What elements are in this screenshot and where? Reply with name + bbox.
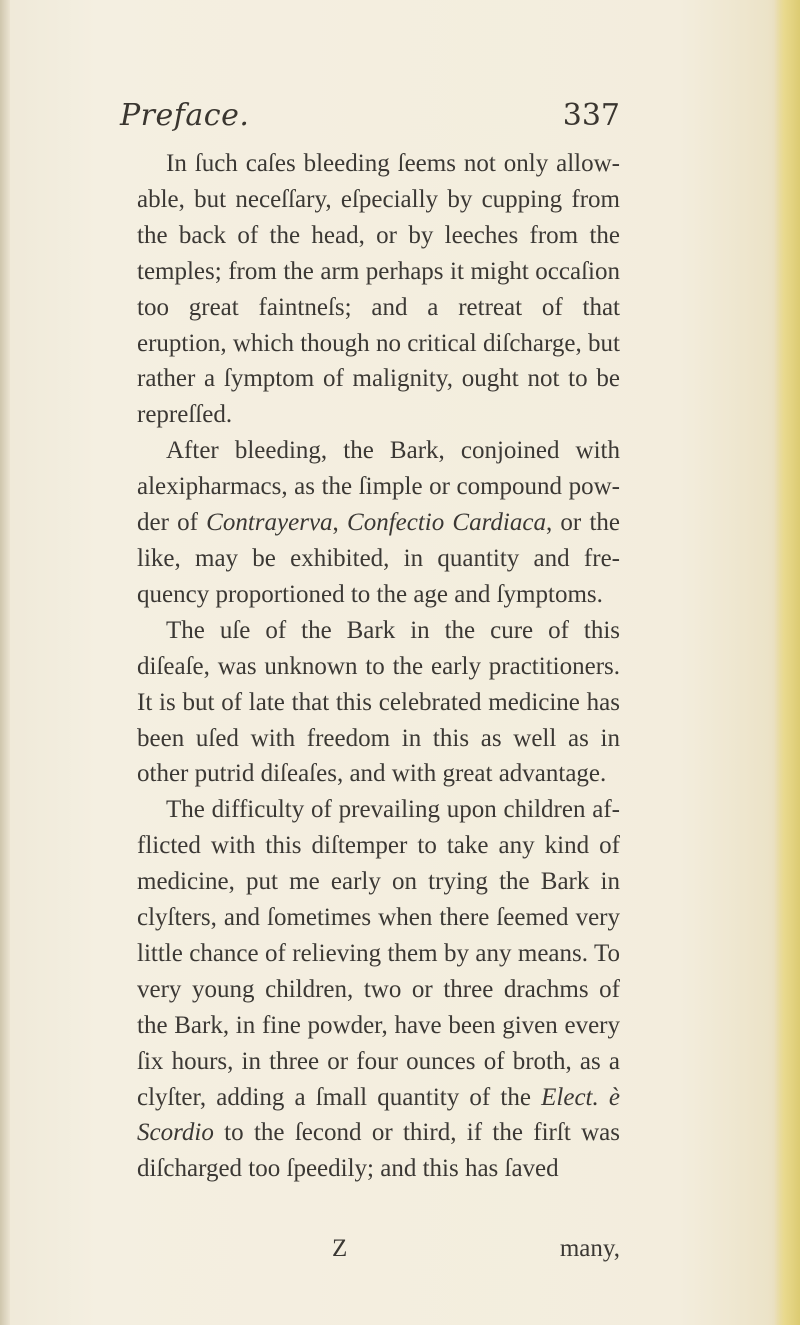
text-run: The difficulty of prevailing upon children afflicted with this diſtemper to take any kind of medicine, put me early on trying the Bark in clyſters, and ſometimes when there ſeemed very little chance of relieving them by any means. To very young children, two or three drachms of the Bark, in fine powder, have been given every ſix hours, in three or four ounces of broth, as a clyſter, adding a ſmall quantity of the (137, 796, 620, 1111)
italic-term: Confectio Cardiaca (347, 509, 546, 537)
page-gutter-shadow (0, 0, 10, 1325)
text-run: , (332, 509, 348, 537)
page-number: 337 (562, 98, 620, 133)
paragraph (137, 146, 620, 433)
body-text (137, 146, 620, 1187)
text-run: , or the like, may be exhibited, in quantity and frequency proportioned to the age and ſymptoms. (137, 509, 620, 608)
page-header (120, 98, 620, 146)
page-footer (137, 1235, 620, 1271)
running-head: Preface. (120, 98, 250, 133)
paragraph (137, 792, 620, 1187)
text-run: The uſe of the Bark in the cure of this diſeaſe, was unknown to the early practitioners. It is but of late that this celebrated medicine has been uſed with freedom in this as well as in other putrid diſeaſes, and with great advantage. (137, 616, 620, 788)
catchword: many, (559, 1235, 620, 1262)
signature-mark: Z (332, 1235, 348, 1262)
text-run: In ſuch caſes bleeding ſeems not only allowable, but neceſſary, eſpecially by cupping from the back of the head, or by leeches from the temples; from the arm perhaps it might occaſion too great faintneſs; and a retreat of that eruption, which though no critical diſcharge, but rather a ſymptom of malignity, ought not to be repreſſed. (137, 150, 620, 429)
paragraph (137, 613, 620, 793)
page-edge-stain (774, 0, 800, 1325)
italic-term: Elect. è Scordio (137, 1083, 620, 1147)
text-run: After bleeding, the Bark, conjoined with alexipharmacs, as the ſimple or compound powder of (137, 437, 620, 537)
italic-term: Contrayerva (206, 509, 333, 537)
paragraph (137, 433, 620, 613)
text-run: to the ſecond or third, if the firſt was diſcharged too ſpeedily; and this has ſaved (137, 1119, 620, 1183)
